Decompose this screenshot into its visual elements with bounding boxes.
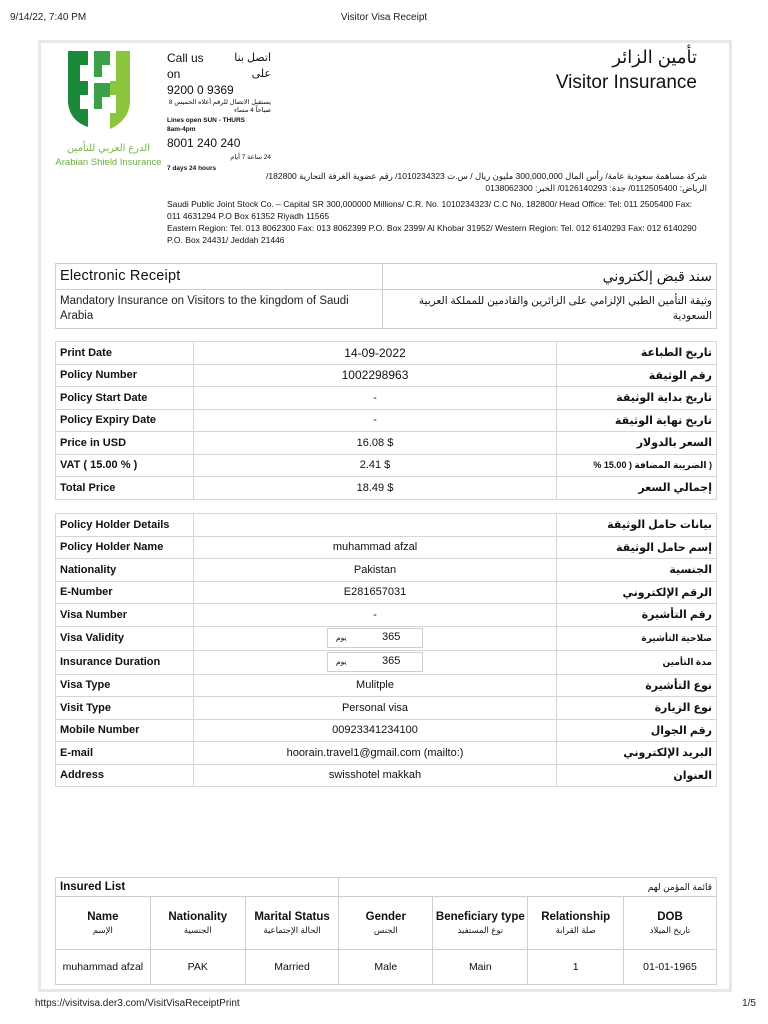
title-block <box>556 47 697 94</box>
row-label-ar: مدة التأمين <box>557 650 717 674</box>
receipt-heading-ar: سند قبض إلكتروني <box>383 264 717 290</box>
row-value: Mulitple <box>194 674 557 697</box>
page-number: 1/5 <box>742 998 756 1009</box>
lines-open-label: Lines open SUN - THURS <box>167 117 246 124</box>
insured-list-heading: Insured List <box>56 878 339 897</box>
row-value: 16.08 $ <box>194 432 557 455</box>
insured-dob: 01-01-1965 <box>624 950 717 985</box>
row-label-ar: تاريخ نهاية الوثيقة <box>557 409 717 432</box>
days-hours-label: 7 days 24 hours <box>167 165 217 172</box>
unit-label: يوم <box>336 657 347 666</box>
brand-name-ar: الدرع العربي للتأمين <box>66 143 151 154</box>
row-value: - <box>194 387 557 410</box>
table-row <box>56 674 717 697</box>
call-us-label-ar: اتصل بنا <box>234 52 271 64</box>
empty-cell <box>194 514 557 537</box>
row-label: Policy Holder Name <box>56 536 194 559</box>
section-heading: Policy Holder Details <box>56 514 194 537</box>
row-label: Mobile Number <box>56 719 194 742</box>
insured-list-table <box>55 877 717 985</box>
insurance-duration-box <box>327 652 423 672</box>
on-label: on <box>167 67 181 81</box>
visa-validity-box <box>327 628 423 648</box>
row-label-ar: ( الضريبة المضافة ( 15.00 % <box>557 454 717 477</box>
table-row <box>56 742 717 765</box>
row-value: - <box>194 409 557 432</box>
row-label-ar: نوع التأشيرة <box>557 674 717 697</box>
phone-number-2: 8001 240 240 <box>167 136 241 150</box>
row-label: VAT ( 15.00 % ) <box>56 454 194 477</box>
print-header <box>0 12 768 28</box>
table-row <box>56 409 717 432</box>
row-label-ar: العنوان <box>557 764 717 787</box>
row-label: Insurance Duration <box>56 650 194 674</box>
row-label: E-Number <box>56 581 194 604</box>
row-label: Visa Validity <box>56 626 194 650</box>
company-info-ar-1: شركة مساهمة سعودية عامة/ رأس المال 300,000,000 مليون ريال / س.ت 1010234323/ رقم عضوية الغرفة التجارية 182800/ <box>266 171 707 181</box>
insurance-duration-value <box>194 650 557 674</box>
insured-marital-status: Married <box>245 950 339 985</box>
column-header: Marital Status الحالة الإجتماعية <box>245 897 339 950</box>
row-label: Total Price <box>56 477 194 500</box>
company-info-en: Saudi Public Joint Stock Co. – Capital SR 300,000000 Millions/ C.R. No. 1010234323/ C.C No. 182800/ Head Office: Tel: 011 2505400 Fax: 011 4631294 P.O Box 61352 Riyadh 11565 <box>167 199 692 221</box>
table-row <box>56 581 717 604</box>
table-row <box>56 364 717 387</box>
phone-2-note-ar: 24 ساعة 7 أيام <box>230 154 271 161</box>
row-label-ar: رقم الوثيقة <box>557 364 717 387</box>
policy-table <box>55 341 717 500</box>
insured-beneficiary-type: Main <box>433 950 528 985</box>
row-label: Price in USD <box>56 432 194 455</box>
row-value: 1002298963 <box>194 364 557 387</box>
section-heading-ar: بيانات حامل الوثيقة <box>557 514 717 537</box>
on-label-ar: على <box>251 68 271 80</box>
duration-days: 365 <box>382 655 401 667</box>
print-url[interactable]: https://visitvisa.der3.com/VisitVisaReceiptPrint <box>35 998 240 1009</box>
row-value: 14-09-2022 <box>194 342 557 365</box>
column-header: Relationship صلة القرابة <box>528 897 624 950</box>
table-row <box>56 764 717 787</box>
row-label-ar: نوع الزيارة <box>557 697 717 720</box>
unit-label: يوم <box>336 633 347 642</box>
table-row <box>56 626 717 650</box>
insured-list-heading-ar: قائمة المؤمن لهم <box>339 878 717 897</box>
table-row <box>56 604 717 627</box>
page-title-en: Visitor Insurance <box>555 72 697 93</box>
validity-days: 365 <box>382 631 401 643</box>
print-datetime: 9/14/22, 7:40 PM <box>10 12 87 23</box>
column-header: DOB تاريخ الميلاد <box>624 897 717 950</box>
phone-1-note-ar: يستقبل الاتصال للرقم أعلاه الخميس 8 صباحاً 4 مساء <box>168 99 271 114</box>
row-value: - <box>194 604 557 627</box>
receipt-heading-en: Electronic Receipt <box>56 264 383 290</box>
insured-nationality: PAK <box>150 950 245 985</box>
row-value: Personal visa <box>194 697 557 720</box>
row-label-ar: تاريخ الطباعة <box>557 342 717 365</box>
row-value: Pakistan <box>194 559 557 582</box>
table-row <box>56 342 717 365</box>
column-header: Beneficiary type نوع المستفيد <box>433 897 528 950</box>
company-logo <box>41 47 176 172</box>
receipt-sheet <box>38 40 732 992</box>
email-value[interactable]: hoorain.travel1@gmail.com (mailto:) <box>194 742 557 765</box>
row-label-ar: البريد الإلكتروني <box>557 742 717 765</box>
receipt-header-table <box>55 263 717 329</box>
row-label-ar: رقم التأشيرة <box>557 604 717 627</box>
phone-number-1: 9200 0 9369 <box>167 83 234 97</box>
row-value: 2.41 $ <box>194 454 557 477</box>
receipt-subtitle-en: Mandatory Insurance on Visitors to the kingdom of Saudi Arabia <box>56 290 383 329</box>
column-header: Gender الجنس <box>339 897 433 950</box>
insured-name: muhammad afzal <box>56 950 151 985</box>
company-info-ar-2: الرياض: 0112505400/ جدة: 0126140293/ الخبر: 0138062300 <box>485 183 707 193</box>
table-row <box>56 432 717 455</box>
row-label: Policy Expiry Date <box>56 409 194 432</box>
brand-name-en: Arabian Shield Insurance <box>55 157 162 168</box>
insured-gender: Male <box>339 950 433 985</box>
row-label: Visa Type <box>56 674 194 697</box>
insured-relationship: 1 <box>528 950 624 985</box>
row-value: 18.49 $ <box>194 477 557 500</box>
row-label: Print Date <box>56 342 194 365</box>
policy-holder-table <box>55 513 717 787</box>
row-value: E281657031 <box>194 581 557 604</box>
row-label-ar: الجنسية <box>557 559 717 582</box>
opening-hours: 8am-4pm <box>167 126 196 133</box>
row-label: Visa Number <box>56 604 194 627</box>
row-label-ar: صلاحية التأشيرة <box>557 626 717 650</box>
row-label-ar: السعر بالدولار <box>557 432 717 455</box>
visa-validity-value <box>194 626 557 650</box>
table-row <box>56 650 717 674</box>
table-header-row <box>56 897 717 950</box>
call-us-label: Call us <box>167 51 204 65</box>
row-label: Visit Type <box>56 697 194 720</box>
table-row <box>56 559 717 582</box>
row-value: swisshotel makkah <box>194 764 557 787</box>
table-row <box>56 514 717 537</box>
row-value: muhammad afzal <box>194 536 557 559</box>
print-title: Visitor Visa Receipt <box>340 12 428 23</box>
row-value: 00923341234100 <box>194 719 557 742</box>
row-label: Nationality <box>56 559 194 582</box>
table-row <box>56 454 717 477</box>
receipt-subtitle-ar: وثيقة التأمين الطبي الإلزامي على الزائرين والقادمين للمملكة العربية السعودية <box>383 290 717 329</box>
table-row <box>56 950 717 985</box>
row-label: Policy Start Date <box>56 387 194 410</box>
table-row <box>56 387 717 410</box>
shield-logo-icon <box>66 47 132 135</box>
row-label-ar: رقم الجوال <box>557 719 717 742</box>
column-header: Nationality الجنسية <box>150 897 245 950</box>
company-regions-en: Eastern Region: Tel. 013 8062300 Fax: 013 8062399 P.O. Box 2399/ Al Khobar 31952/ Western Region: Tel. 012 6140293 Fax: 012 6140290 P.O. Box 24431/ Jeddah 21446 <box>167 223 697 245</box>
row-label: E-mail <box>56 742 194 765</box>
table-row <box>56 697 717 720</box>
table-row <box>56 719 717 742</box>
page-title-ar: تأمين الزائر <box>612 47 697 67</box>
row-label-ar: إسم حامل الوثيقة <box>557 536 717 559</box>
row-label-ar: الرقم الإلكتروني <box>557 581 717 604</box>
row-label: Address <box>56 764 194 787</box>
table-row <box>56 536 717 559</box>
row-label-ar: تاريخ بداية الوثيقة <box>557 387 717 410</box>
row-label-ar: إجمالي السعر <box>557 477 717 500</box>
column-header: Name الإسم <box>56 897 151 950</box>
row-label: Policy Number <box>56 364 194 387</box>
table-row <box>56 477 717 500</box>
